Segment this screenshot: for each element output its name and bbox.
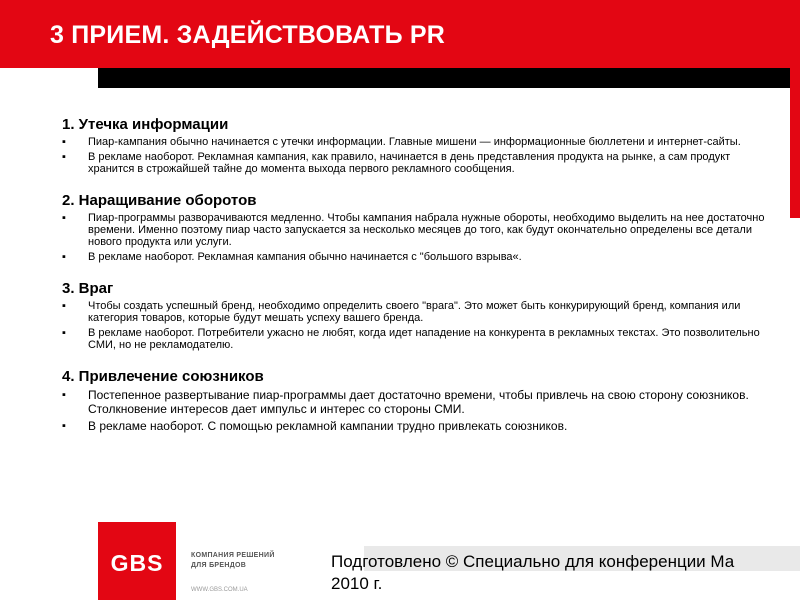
side-red-strip [790, 68, 800, 218]
header-banner [0, 0, 800, 68]
list-item-text: Пиар-программы разворачиваются медленно. Чтобы кампания набрала нужные обороты, необходимо выделить на нее достаточно времени. Именно поэтому пиар часто запускается за несколько месяцев до того, как будут окончательно определены все детали нового продукта или услуги. [88, 212, 765, 248]
section-heading: 1. Утечка информации [62, 116, 229, 133]
logo-tagline-line: ДЛЯ БРЕНДОВ [191, 562, 247, 569]
logo-tagline-line: КОМПАНИЯ РЕШЕНИЙ [191, 552, 275, 559]
logo-text: GBS [110, 550, 164, 576]
list-item [61, 136, 776, 148]
bullet-icon: ▪ [62, 251, 66, 263]
footer-credit [331, 551, 800, 595]
list-item-text: В рекламе наоборот. С помощью рекламной кампании трудно привлекать союзников. [88, 419, 568, 433]
list-item-text: Чтобы создать успешный бренд, необходимо определить своего "врага". Это может быть конкурирующий бренд, компания или категория товаров, которые будут мешать успеху вашего бренда. [88, 300, 741, 324]
gbs-logo [98, 522, 176, 600]
section-heading: 4. Привлечение союзников [62, 368, 264, 385]
list-item [61, 419, 776, 433]
footer-line: Подготовлено © Специально для конференции Ма [331, 552, 735, 571]
bullet-icon: ▪ [62, 300, 66, 312]
list-item-text: В рекламе наоборот. Рекламная кампания обычно начинается с "большого взрыва«. [88, 251, 522, 263]
bullet-icon: ▪ [62, 136, 66, 148]
section-enemy [62, 280, 776, 351]
page-title: 3 ПРИЕМ. ЗАДЕЙСТВОВАТЬ PR [50, 21, 446, 49]
section-momentum [62, 192, 776, 263]
bullet-icon: ▪ [62, 389, 66, 401]
bullet-list [62, 388, 776, 433]
section-leak [62, 116, 776, 175]
list-item [61, 151, 776, 175]
bullet-list [62, 212, 776, 263]
bullet-list [62, 300, 776, 351]
list-item-text: Пиар-кампания обычно начинается с утечки информации. Главные мишени — информационные бюллетени и интернет-сайты. [88, 136, 741, 148]
logo-tagline [191, 551, 275, 571]
list-item-text: Постепенное развертывание пиар-программы дает достаточно времени, чтобы привлечь на свою сторону союзников. Столкновение интересов дает импульс и интерес со стороны СМИ. [88, 388, 749, 416]
section-allies [62, 368, 776, 433]
content-area [62, 116, 776, 450]
bullet-icon: ▪ [62, 212, 66, 224]
bullet-list [62, 136, 776, 175]
header-black-bar [98, 68, 800, 88]
list-item [61, 212, 776, 248]
list-item-text: В рекламе наоборот. Рекламная кампания, как правило, начинается в день представления продукта на рынке, а сам продукт хранится в строжайшей тайне до момента выхода первого рекламного сообщения. [88, 151, 731, 175]
footer-line: 2010 г. [331, 574, 383, 593]
section-heading: 2. Наращивание оборотов [62, 192, 257, 209]
section-heading: 3. Враг [62, 280, 114, 297]
list-item [61, 251, 776, 263]
list-item [61, 300, 776, 324]
bullet-icon: ▪ [62, 327, 66, 339]
list-item [61, 388, 776, 416]
logo-url: WWW.GBS.COM.UA [191, 587, 248, 593]
list-item [61, 327, 776, 351]
bullet-icon: ▪ [62, 151, 66, 163]
list-item-text: В рекламе наоборот. Потребители ужасно не любят, когда идет нападение на конкурента в рекламных текстах. Это позволительно СМИ, но не рекламодателю. [88, 327, 760, 351]
bullet-icon: ▪ [62, 420, 66, 432]
